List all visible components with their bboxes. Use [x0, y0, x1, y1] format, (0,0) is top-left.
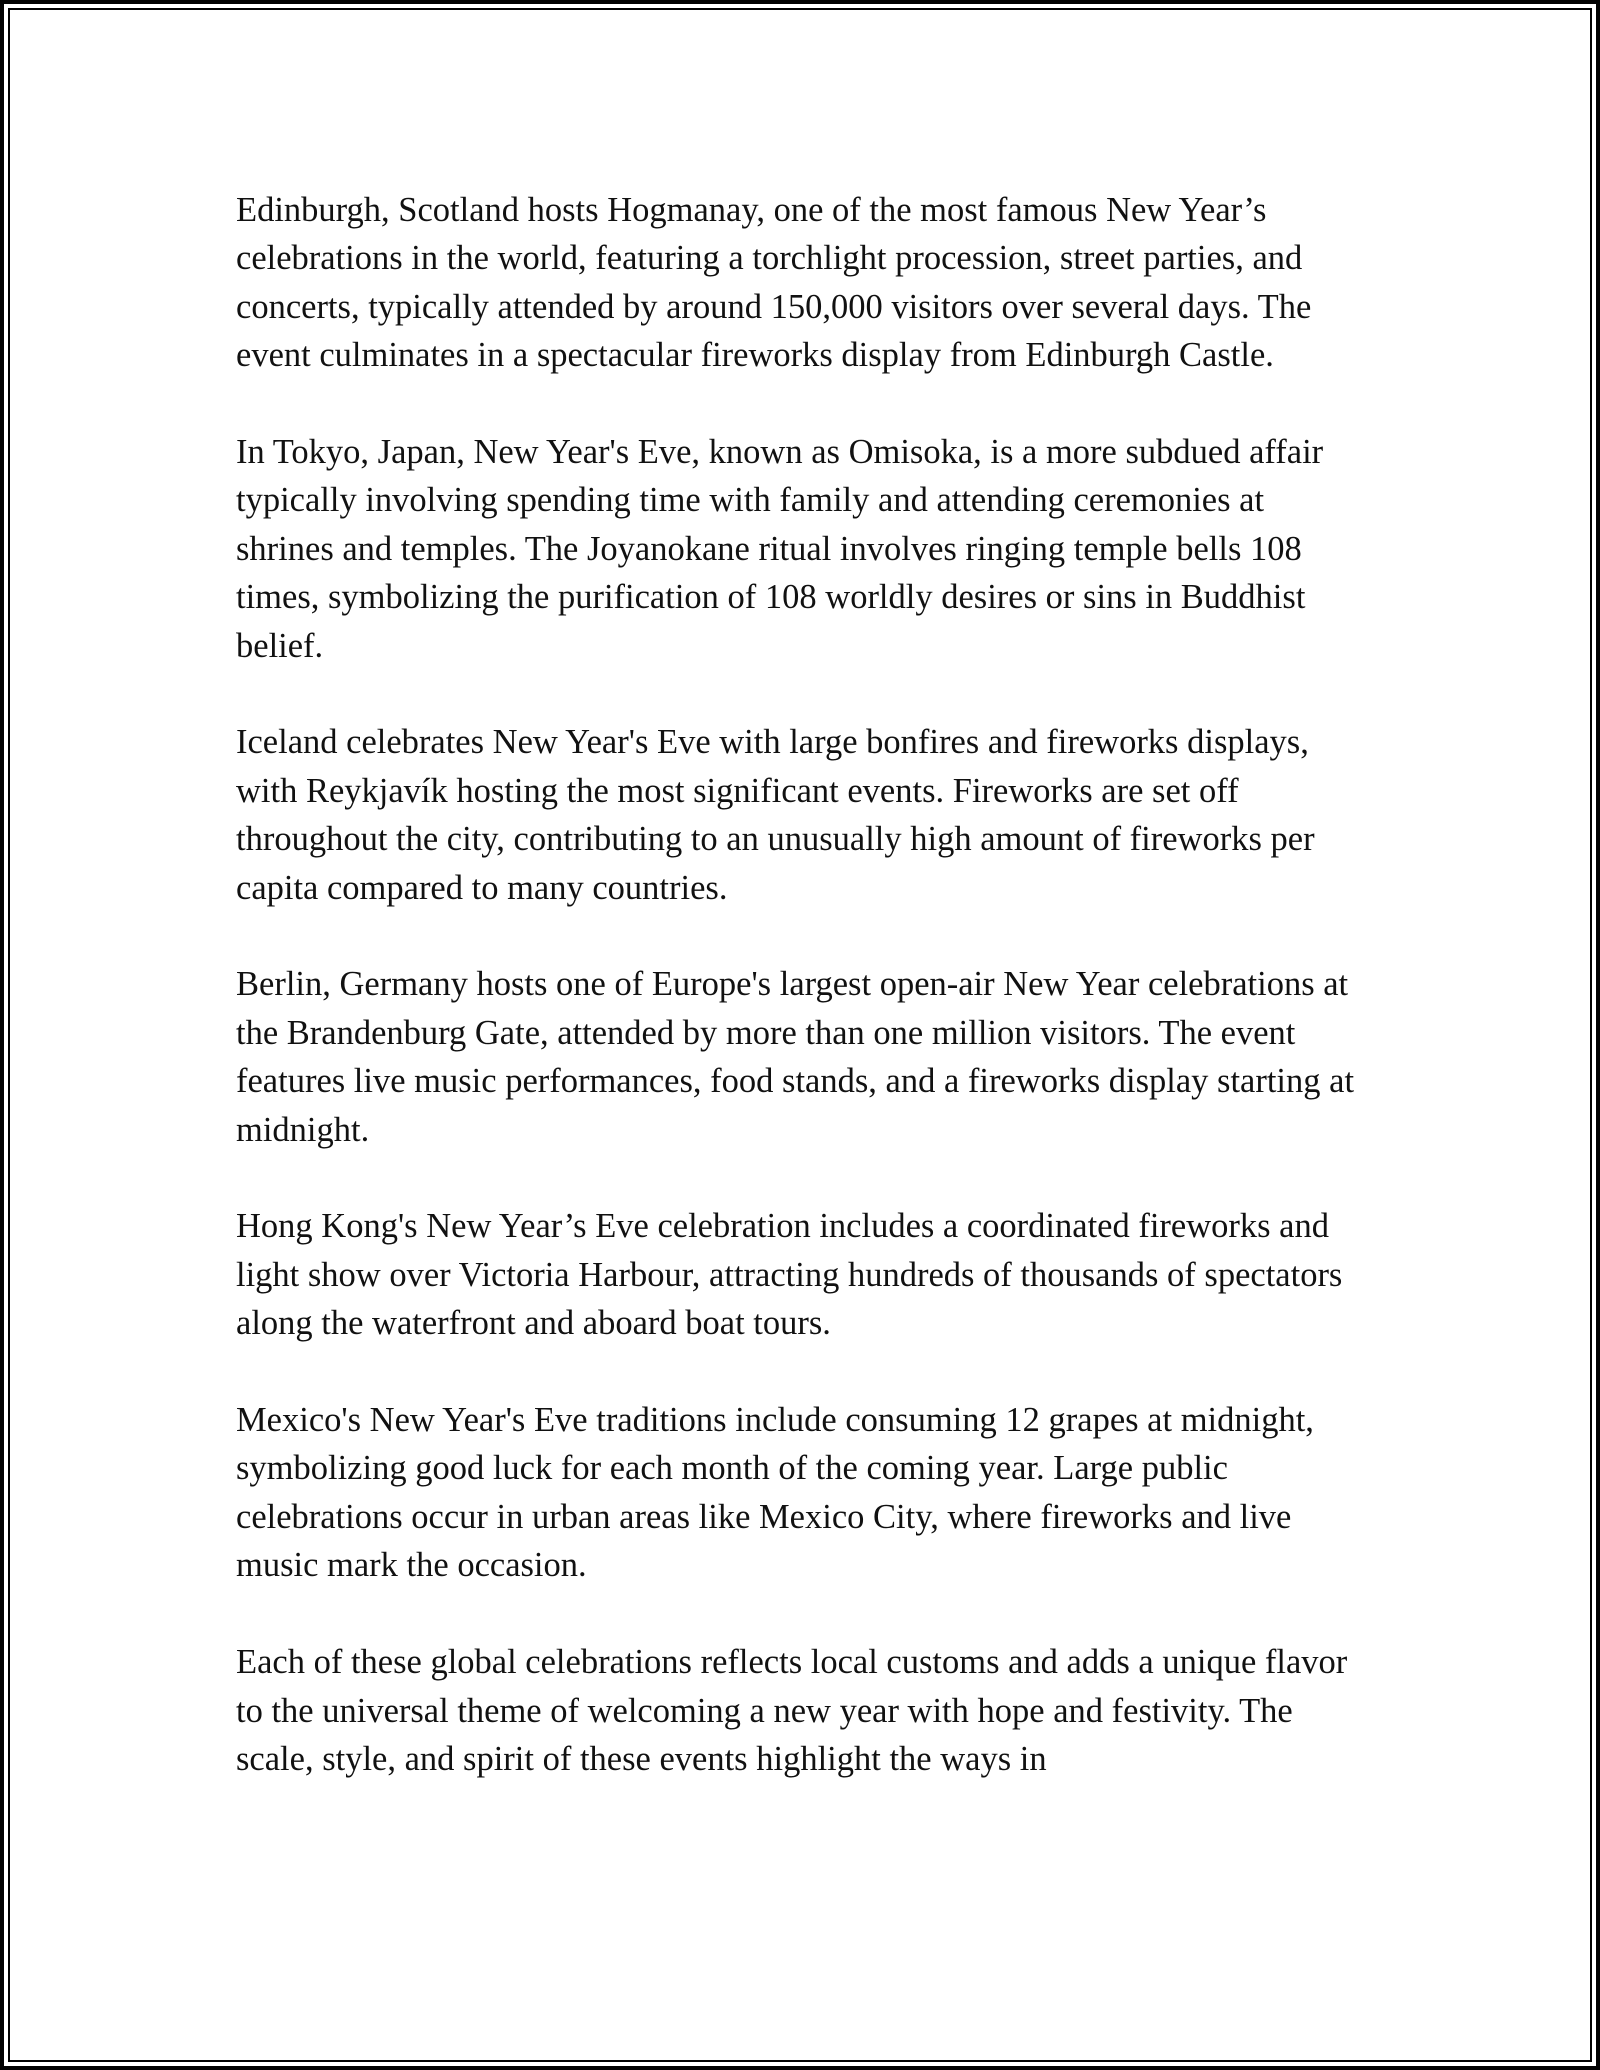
paragraph-tokyo: In Tokyo, Japan, New Year's Eve, known as Omisoka, is a more subdued affair typically involving spending time with family and attending ceremonies at shrines and temples. The Joyanokane ritual involves ringing temple bells 108 times, symbolizing the purification of 108 worldly desires or sins in Buddhist belief.: [236, 433, 1324, 665]
paragraph-mexico: Mexico's New Year's Eve traditions include consuming 12 grapes at midnight, symbolizing good luck for each month of the coming year. Large public celebrations occur in urban areas like Mexico City, where fireworks and live music mark the occasion.: [236, 1401, 1314, 1585]
paragraph-hong-kong: Hong Kong's New Year’s Eve celebration includes a coordinated fireworks and light show over Victoria Harbour, attracting hundreds of thousands of spectators along the waterfront and aboard boat tours.: [236, 1207, 1343, 1343]
document-body: [236, 186, 1364, 1832]
paragraph-conclusion: Each of these global celebrations reflects local customs and adds a unique flavor to the universal theme of welcoming a new year with hope and festivity. The scale, style, and spirit of these events highlight the ways in: [236, 1643, 1348, 1778]
paragraph-edinburgh: Edinburgh, Scotland hosts Hogmanay, one of the most famous New Year’s celebrations in the world, featuring a torchlight procession, street parties, and concerts, typically attended by around 150,000 visitors over several days. The event culminates in a spectacular fireworks display from Edinburgh Castle.: [236, 191, 1312, 375]
paragraph-iceland: Iceland celebrates New Year's Eve with large bonfires and fireworks displays, with Reykjavík hosting the most significant events. Fireworks are set off throughout the city, contributing to an unusually high amount of fireworks per capita compared to many countries.: [236, 723, 1315, 907]
paragraph-berlin: Berlin, Germany hosts one of Europe's largest open-air New Year celebrations at the Brandenburg Gate, attended by more than one million visitors. The event features live music performances, food stands, and a fireworks display starting at midnight.: [236, 965, 1355, 1149]
